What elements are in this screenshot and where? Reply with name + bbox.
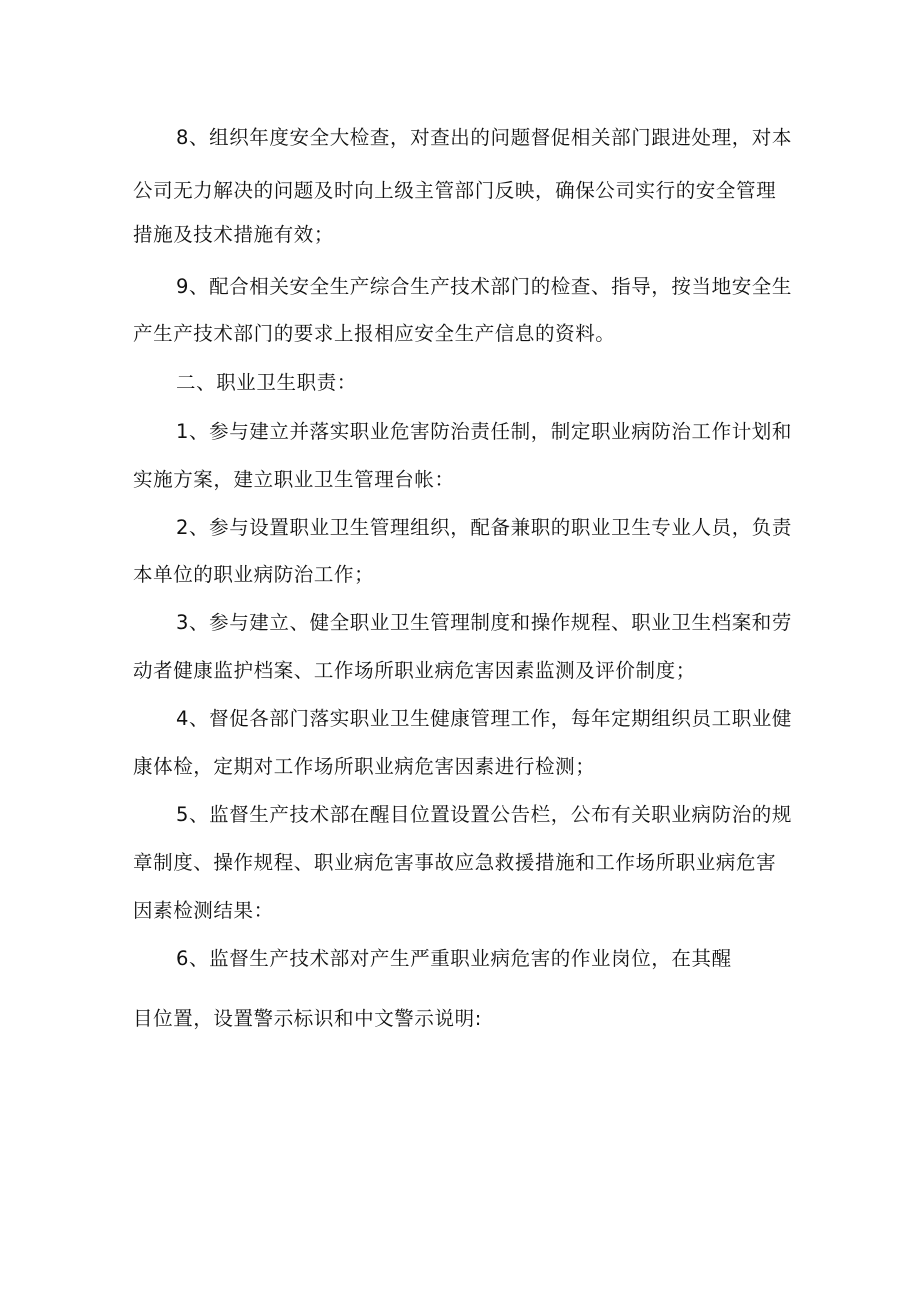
text-line: 目位置，设置警示标识和中文警示说明: [133,1007,482,1030]
text-line: 2、参与设置职业卫生管理组织，配备兼职的职业卫生专业人员，负责 [176,516,793,539]
text-line: 章制度、操作规程、职业病危害事故应急救援措施和工作场所职业病危害 [133,851,777,874]
text-line: 产生产技术部门的要求上报相应安全生产信息的资料。 [133,322,616,345]
text-line: 动者健康监护档案、工作场所职业病危害因素监测及评价制度； [133,659,696,682]
text-line: 本单位的职业病防治工作； [133,563,375,586]
text-line: 9、配合相关安全生产综合生产技术部门的检查、指导，按当地安全生 [176,275,793,298]
section-heading: 二、职业卫生职责： [176,371,357,394]
text-line: 4、督促各部门落实职业卫生健康管理工作，每年定期组织员工职业健 [176,707,793,730]
text-line: 措施及技术措施有效； [133,223,335,246]
text-line: 因素检测结果： [133,899,274,922]
text-line: 5、监督生产技术部在醒目位置设置公告栏，公布有关职业病防治的规 [176,803,793,826]
text-line: 实施方案，建立职业卫生管理台帐： [133,468,455,491]
text-line: 1、参与建立并落实职业危害防治责任制，制定职业病防治工作计划和 [176,420,793,443]
text-line: 8、组织年度安全大检查，对查出的问题督促相关部门跟进处理，对本 [176,126,793,149]
text-line: 康体检，定期对工作场所职业病危害因素进行检测； [133,755,596,778]
text-line: 公司无力解决的问题及时向上级主管部门反映，确保公司实行的安全管理 [133,179,777,202]
text-line: 3、参与建立、健全职业卫生管理制度和操作规程、职业卫生档案和劳 [176,611,793,634]
text-line: 6、监督生产技术部对产生严重职业病危害的作业岗位，在其醒 [176,947,732,970]
